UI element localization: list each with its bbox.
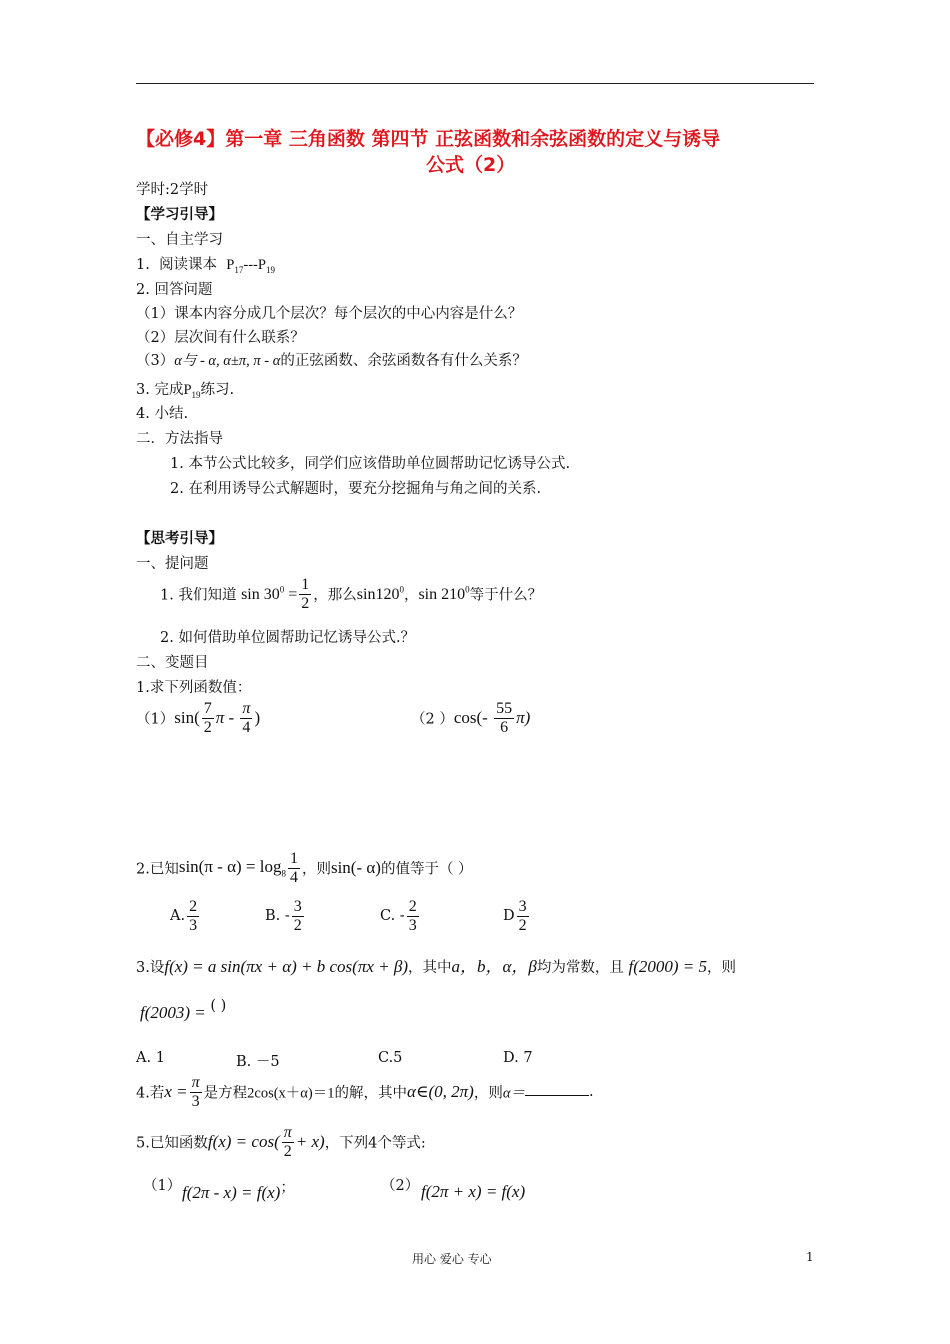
problem-5-label-2: （2） — [381, 1178, 420, 1194]
subsection-ask: 一、提问题 — [136, 556, 209, 572]
question-2: （2）层次间有什么联系？ — [136, 330, 305, 346]
problem-4: 4.若x = $\frac{\pi}{3}$ 是方程2cos(x＋α)＝1的解，其中α∈(0, 2π)，则α＝ . — [136, 1074, 594, 1110]
subsection-self-study: 一、自主学习 — [136, 232, 223, 248]
problem-2-option-d: D $\frac{3}{2}$ — [503, 898, 527, 934]
footer-motto: 用心 爱心 专心 — [412, 1252, 492, 1266]
answer-blank[interactable] — [525, 1083, 589, 1096]
header-rule — [136, 83, 814, 84]
title-line-2: 公式（2） — [426, 154, 516, 176]
section-heading-thinking-guide: 【思考引导】 — [136, 530, 223, 547]
problem-3-option-d: D. 7 — [503, 1050, 533, 1066]
problem-3-option-b: B. －5 — [236, 1054, 280, 1070]
problem-5-equation-2: f(2π + x) = f(x) — [421, 1182, 526, 1201]
question-1: （1）课本内容分成几个层次？每个层次的中心内容是什么？ — [136, 306, 523, 322]
item-summary: 4. 小结. — [136, 406, 189, 422]
subsection-variants: 二、变题目 — [136, 655, 209, 671]
problem-2-option-b: B. - $\frac{3}{2}$ — [265, 898, 302, 934]
section-heading-study-guide: 【学习引导】 — [136, 206, 223, 223]
item-exercise: 3. 完成$P_{19}$练习. — [136, 382, 235, 400]
problem-1-stem: 1.求下列函数值： — [136, 680, 252, 696]
subsection-method: 二．方法指导 — [136, 431, 223, 447]
method-2: 2. 在利用诱导公式解题时，要充分挖掘角与角之间的关系. — [170, 481, 542, 497]
problem-5-stem: 5.已知函数f(x) = cos( $\frac{\pi}{2}$ + x)，下列4个等式: — [136, 1124, 426, 1160]
title-line-1: 【必修4】第一章 三角函数 第四节 正弦函数和余弦函数的定义与诱导 — [136, 128, 721, 150]
problem-3-option-a: A. 1 — [136, 1050, 165, 1066]
method-1: 1. 本节公式比较多，同学们应该借助单位圆帮助记忆诱导公式. — [170, 456, 571, 472]
problem-1-part-a: （1）sin( $\frac{7}{2}$ π - $\frac{\pi}{4}$ ) — [136, 700, 261, 736]
page-number: 1 — [806, 1250, 814, 1264]
problem-3-option-c: C.5 — [378, 1050, 403, 1066]
problem-5-equation-1: f(2π - x) = f(x)； — [182, 1180, 295, 1202]
item-read-textbook: 1. 阅读课本 $P_{17}---P_{19}$ — [136, 257, 275, 275]
think-question-2: 2. 如何借助单位圆帮助记忆诱导公式.？ — [160, 630, 416, 646]
problem-3-stem: 3.设f(x) = a sin(πx + α) + b cos(πx + β)，其中a，b，α，β均为常数，且 f(2000) = 5，则 — [136, 957, 737, 976]
problem-2-option-a: A. $\frac{2}{3}$ — [170, 898, 198, 934]
problem-3-ask: f(2003) = ( ) — [140, 998, 227, 1022]
problem-2-option-c: C. - $\frac{2}{3}$ — [380, 898, 417, 934]
item-answer-questions: 2. 回答问题 — [136, 282, 213, 298]
problem-1-part-b: （2 ）cos(- $\frac{55}{6}$ π) — [411, 700, 531, 736]
problem-5-label-1: （1） — [143, 1178, 182, 1194]
think-question-1: 1. 我们知道 $\sin 30^0$ = $\frac{1}{2}$ ，那么$\sin 120^0$，$\sin 210^0$等于什么？ — [160, 576, 543, 612]
problem-2-stem: 2.已知$\sin(\pi - \alpha) = \log_8$ $\frac{1}{4}$ ，则sin(- α)的值等于（ ） — [136, 850, 473, 886]
question-3: （3）α与 - α, α±π, π - α的正弦函数、余弦函数各有什么关系？ — [136, 353, 527, 369]
class-hours: 学时:2学时 — [136, 182, 209, 198]
